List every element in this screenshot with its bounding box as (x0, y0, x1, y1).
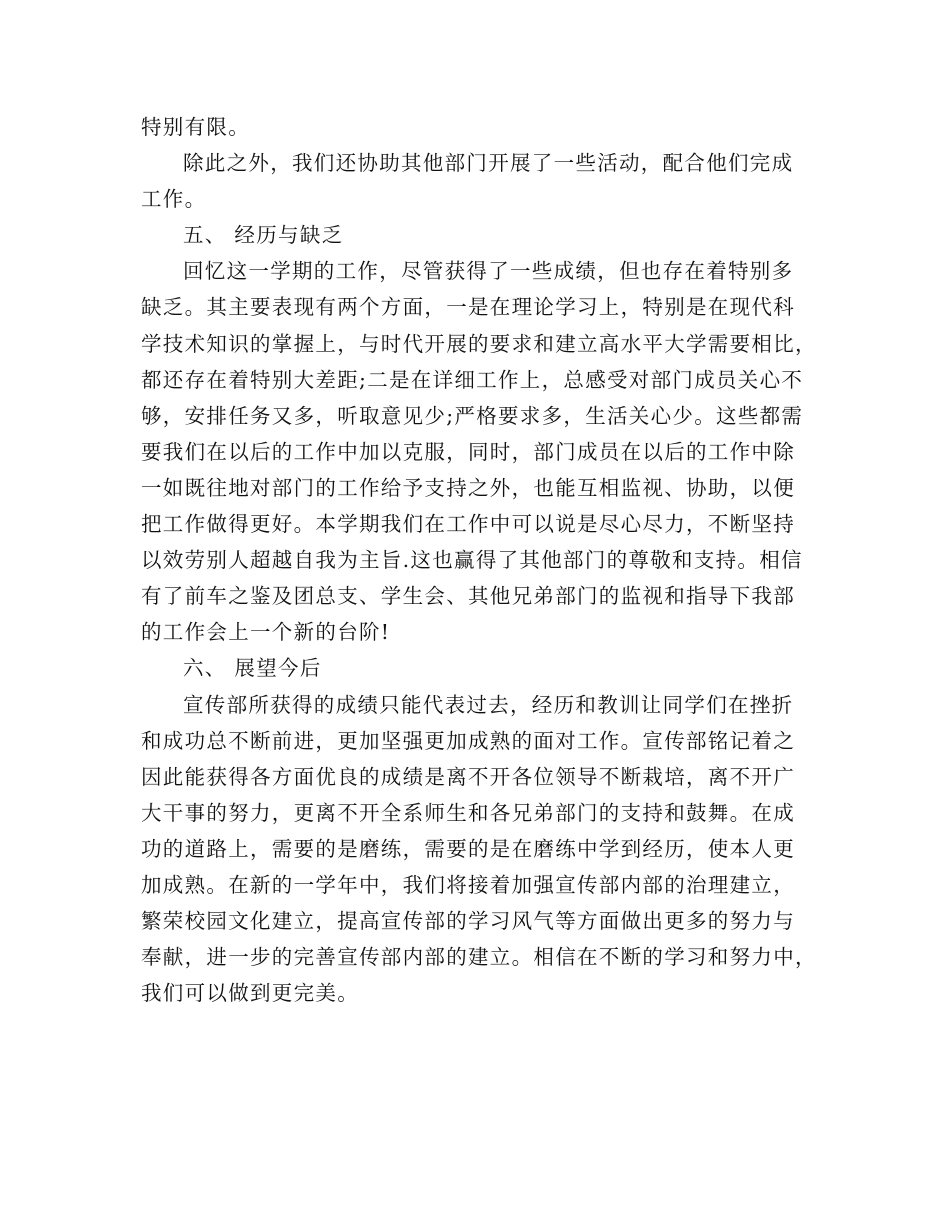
text-line: 大干事的努力，更离不开全系师生和各兄弟部门的支持和鼓舞。在成 (141, 800, 795, 825)
text-line: 要我们在以后的工作中加以克服，同时，部门成员在以后的工作中除 (141, 439, 795, 464)
paragraph-start-line: 除此之外，我们还协助其他部门开展了一些活动，配合他们完成 (183, 151, 794, 176)
text-line: 一如既往地对部门的工作给予支持之外，也能互相监视、协助，以便 (141, 475, 795, 500)
paragraph-start-line: 回忆这一学期的工作，尽管获得了一些成绩，但也存在着特别多 (183, 259, 794, 284)
text-line: 把工作做得更好。本学期我们在工作中可以说是尽心尽力，不断坚持 (141, 512, 795, 537)
text-line: 都还存在着特别大差距;二是在详细工作上，总感受对部门成员关心不 (141, 367, 804, 392)
paragraph-start-line: 宣传部所获得的成绩只能代表过去，经历和教训让同学们在挫折 (183, 692, 794, 717)
text-line: 加成熟。在新的一学年中，我们将接着加强宣传部内部的治理建立， (141, 872, 795, 897)
section-heading: 六、 展望今后 (183, 656, 322, 681)
text-line: 工作。 (141, 187, 207, 212)
section-heading: 五、 经历与缺乏 (183, 223, 344, 248)
text-line: 因此能获得各方面优良的成绩是离不开各位领导不断栽培，离不开广 (141, 764, 795, 789)
text-line: 和成功总不断前进，更加坚强更加成熟的面对工作。宣传部铭记着之 (141, 728, 795, 753)
text-line: 我们可以做到更完美。 (141, 981, 359, 1006)
text-line: 的工作会上一个新的台阶! (141, 620, 391, 645)
text-line: 奉献，进一步的完善宣传部内部的建立。相信在不断的学习和努力中， (141, 945, 817, 970)
document-body (141, 109, 826, 1011)
text-line: 缺乏。其主要表现有两个方面，一是在理论学习上，特别是在现代科 (141, 295, 795, 320)
text-line: 特别有限。 (141, 115, 250, 139)
text-line: 有了前车之鉴及团总支、学生会、其他兄弟部门的监视和指导下我部 (141, 584, 795, 609)
text-line: 以效劳别人超越自我为主旨.这也赢得了其他部门的尊敬和支持。相信 (141, 548, 803, 573)
text-line: 够，安排任务又多，听取意见少;严格要求多，生活关心少。这些都需 (141, 403, 804, 428)
text-line: 功的道路上，需要的是磨练，需要的是在磨练中学到经历，使本人更 (141, 836, 795, 861)
text-line: 学技术知识的掌握上，与时代开展的要求和建立高水平大学需要相比， (141, 331, 817, 356)
text-line: 繁荣校园文化建立，提高宣传部的学习风气等方面做出更多的努力与 (141, 909, 795, 934)
